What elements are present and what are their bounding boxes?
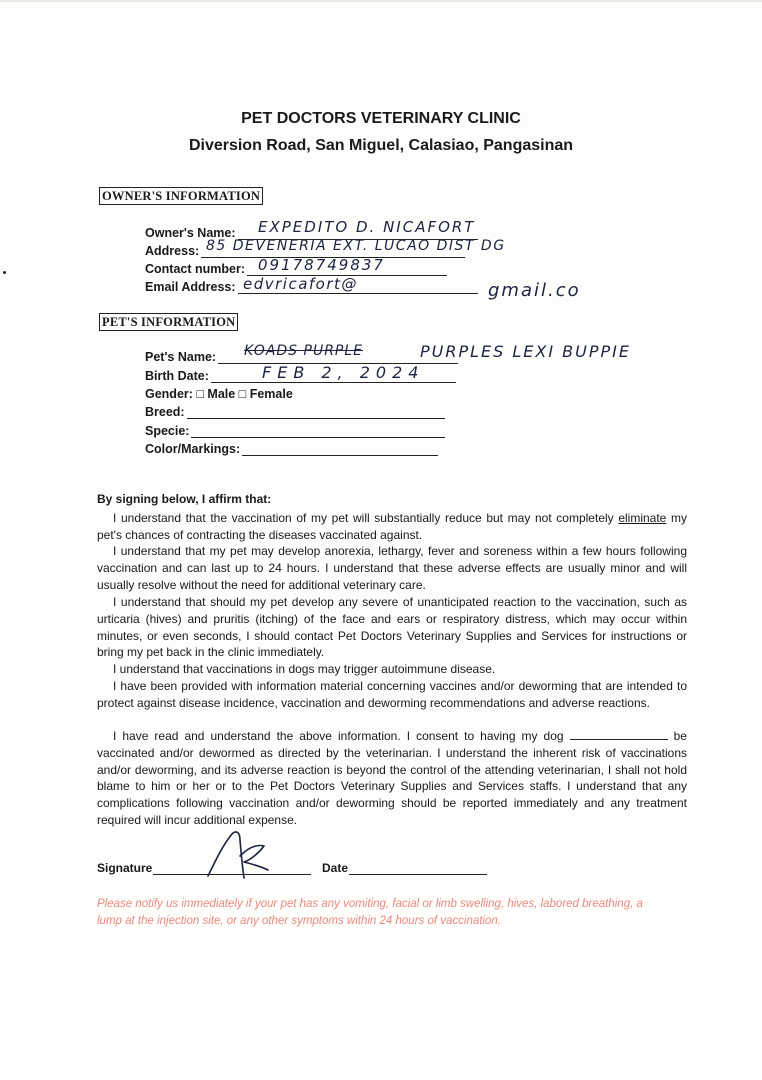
pet-name-value: PURPLES LEXI BUPPIE <box>420 342 631 361</box>
pet-section-title: PET'S INFORMATION <box>99 313 238 331</box>
owner-name-value: EXPEDITO D. NICAFORT <box>258 218 476 236</box>
consent-p1-underlined: eliminate <box>618 511 667 525</box>
pet-specie-line[interactable] <box>191 425 445 438</box>
pet-color-field <box>145 442 438 456</box>
date-label: Date <box>322 861 349 875</box>
clinic-name: PET DOCTORS VETERINARY CLINIC <box>241 110 521 127</box>
owner-email-label: Email Address: <box>145 280 236 294</box>
owner-address-value: 85 DEVENERIA EXT. LUCAO DIST DG <box>206 238 506 254</box>
signature-label: Signature <box>97 861 153 875</box>
pet-birth-value: FEB 2, 2024 <box>262 363 425 382</box>
scan-edge <box>0 0 762 2</box>
handwritten-signature <box>200 826 290 882</box>
pet-specie-label: Specie: <box>145 424 190 438</box>
consent-paragraph-4 <box>97 661 687 678</box>
pet-birth-label: Birth Date: <box>145 369 209 383</box>
pet-breed-line[interactable] <box>187 406 445 419</box>
pet-breed-label: Breed: <box>145 405 185 419</box>
date-field <box>322 861 487 875</box>
date-line[interactable] <box>349 862 487 875</box>
consent-paragraph-3 <box>97 594 687 661</box>
consent-p1-text: I understand that the vaccination of my pet will substantially reduce but may not completely <box>113 511 619 525</box>
owner-email-domain: gmail.co <box>488 280 581 301</box>
pet-specie-field <box>145 424 445 438</box>
consent-paragraph-1 <box>97 510 687 544</box>
scan-speck <box>3 271 6 274</box>
owner-section-title: OWNER'S INFORMATION <box>99 187 263 205</box>
dog-name-blank[interactable] <box>570 728 668 740</box>
pet-color-label: Color/Markings: <box>145 442 241 456</box>
consent-paragraph-6 <box>97 728 687 829</box>
consent-p2-text: I understand that my pet may develop anorexia, lethargy, fever and soreness within a few hours following vaccination and can last up to 24 hours. I understand that these adverse effects are usually minor and will usually resolve without the need for additional veterinary care. <box>97 544 687 592</box>
consent-p3-text: I understand that should my pet develop any severe of unanticipated reaction to the vaccination, such as urticaria (hives) and pruritis (itching) of the face and ears or respiratory distress, which may occur within minutes, or even seconds, I should contact Pet Doctors Veterinary Supplies and Services for instructions or bring my pet back in the clinic immediately. <box>97 595 687 660</box>
pet-color-line[interactable] <box>242 443 438 456</box>
pet-breed-field <box>145 405 445 419</box>
owner-contact-label: Contact number: <box>145 262 245 276</box>
owner-address-label: Address: <box>145 244 200 258</box>
consent-heading: By signing below, I affirm that: <box>97 492 272 506</box>
aftercare-notice: Please notify us immediately if your pet has any vomiting, facial or limb swelling, hives, labored breathing, a lump at the injection site, or any other symptoms within 24 hours of vaccination. <box>97 898 643 927</box>
consent-p5-text: I have been provided with information material concerning vaccines and/or deworming that are intended to protect against disease incidence, vaccination and deworming recommendations and adverse reactions. <box>97 679 687 710</box>
pet-gender-label[interactable]: Gender: □ Male □ Female <box>145 387 293 401</box>
consent-paragraph-2 <box>97 543 687 593</box>
consent-p4-text: I understand that vaccinations in dogs may trigger autoimmune disease. <box>113 662 496 676</box>
consent-p6-text: I have read and understand the above information. I consent to having my dog <box>113 729 570 743</box>
pet-name-crossed: KOADS PURPLE <box>244 343 364 359</box>
owner-contact-value: 09178749837 <box>258 256 385 274</box>
consent-p1-tail: my pet's chances of contracting the diseases vaccinated against. <box>97 511 687 542</box>
pet-gender-field <box>145 387 293 401</box>
consent-p6-tail: be vaccinated and/or dewormed as directed by the veterinarian. I understand the inherent risk of vaccinations and/or deworming, and its adverse reaction is beyond the control of the attending veterinarian, I shall not hold blame to him or her or to the Pet Doctors Veterinary Supplies and Services staffs. I understand that any complications following vaccination and/or deworming should be reported immediately and any treatment required will incur additional expense. <box>97 729 687 827</box>
owner-email-value: edvricafort@ <box>243 275 358 293</box>
consent-paragraph-5 <box>97 678 687 712</box>
owner-name-label: Owner's Name: <box>145 226 236 240</box>
clinic-address: Diversion Road, San Miguel, Calasiao, Pangasinan <box>188 137 574 154</box>
pet-name-label: Pet's Name: <box>145 350 217 364</box>
